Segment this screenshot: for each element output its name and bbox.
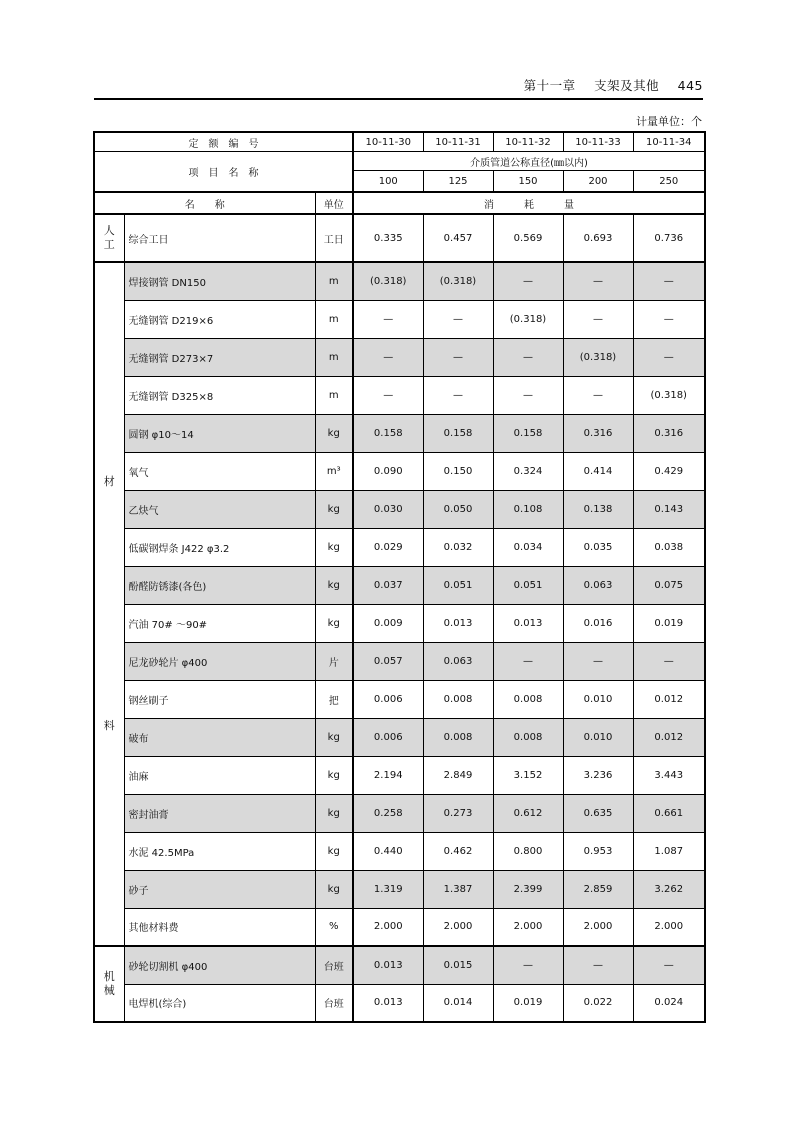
resource-name: 钢丝刷子 bbox=[124, 680, 315, 718]
consumption-value: 3.443 bbox=[633, 756, 705, 794]
resource-unit: m bbox=[315, 262, 353, 300]
consumption-value: — bbox=[493, 338, 563, 376]
consumption-value: 1.387 bbox=[423, 870, 493, 908]
consumption-value: 0.316 bbox=[563, 414, 633, 452]
resource-name: 氧气 bbox=[124, 452, 315, 490]
consumption-value: 0.019 bbox=[633, 604, 705, 642]
consumption-value: — bbox=[563, 376, 633, 414]
table-row bbox=[94, 414, 705, 452]
consumption-value: 0.736 bbox=[633, 214, 705, 262]
table-row bbox=[94, 908, 705, 946]
consumption-value: 0.108 bbox=[493, 490, 563, 528]
resource-name: 低碳钢焊条 J422 φ3.2 bbox=[124, 528, 315, 566]
category-labor bbox=[94, 214, 124, 262]
resource-name: 乙炔气 bbox=[124, 490, 315, 528]
consumption-value: — bbox=[353, 338, 423, 376]
consumption-value: 0.016 bbox=[563, 604, 633, 642]
consumption-value: 0.324 bbox=[493, 452, 563, 490]
diameter-value: 250 bbox=[633, 171, 705, 193]
category-char: 人 bbox=[103, 224, 115, 237]
resource-name: 汽油 70# ～90# bbox=[124, 604, 315, 642]
category-char: 工 bbox=[103, 238, 115, 251]
consumption-value: 0.462 bbox=[423, 832, 493, 870]
resource-name: 焊接钢管 DN150 bbox=[124, 262, 315, 300]
resource-name: 砂轮切割机 φ400 bbox=[124, 946, 315, 984]
resource-name: 电焊机(综合) bbox=[124, 984, 315, 1022]
quota-code: 10-11-34 bbox=[633, 132, 705, 152]
consumption-value: 0.024 bbox=[633, 984, 705, 1022]
consumption-value: 0.457 bbox=[423, 214, 493, 262]
consumption-value: 0.800 bbox=[493, 832, 563, 870]
consumption-value: (0.318) bbox=[353, 262, 423, 300]
consumption-value: 0.035 bbox=[563, 528, 633, 566]
consumption-value: 0.051 bbox=[423, 566, 493, 604]
consumption-value: 0.150 bbox=[423, 452, 493, 490]
consumption-value: 0.316 bbox=[633, 414, 705, 452]
consumption-value: — bbox=[633, 262, 705, 300]
consumption-value: 0.010 bbox=[563, 718, 633, 756]
consumption-value: 3.262 bbox=[633, 870, 705, 908]
consumption-value: 0.006 bbox=[353, 718, 423, 756]
consumption-value: — bbox=[423, 300, 493, 338]
resource-name: 油麻 bbox=[124, 756, 315, 794]
consumption-value: — bbox=[563, 300, 633, 338]
quota-code: 10-11-32 bbox=[493, 132, 563, 152]
consumption-value: 2.000 bbox=[633, 908, 705, 946]
consumption-value: 0.038 bbox=[633, 528, 705, 566]
unit-label: 单位 bbox=[315, 192, 353, 214]
resource-name: 综合工日 bbox=[124, 214, 315, 262]
table-row bbox=[94, 376, 705, 414]
consumption-value: 0.008 bbox=[493, 718, 563, 756]
consumption-value: 0.013 bbox=[423, 604, 493, 642]
consumption-value: 2.859 bbox=[563, 870, 633, 908]
consumption-value: 3.152 bbox=[493, 756, 563, 794]
consumption-value: (0.318) bbox=[563, 338, 633, 376]
resource-unit: m bbox=[315, 300, 353, 338]
consumption-value: 0.034 bbox=[493, 528, 563, 566]
table-row bbox=[94, 262, 705, 300]
chapter-title: 第十一章 bbox=[523, 78, 576, 93]
resource-unit: m³ bbox=[315, 452, 353, 490]
consumption-value: 0.258 bbox=[353, 794, 423, 832]
consumption-value: — bbox=[493, 946, 563, 984]
table-row bbox=[94, 604, 705, 642]
resource-unit: m bbox=[315, 338, 353, 376]
consumption-value: — bbox=[563, 642, 633, 680]
consumption-value: 0.006 bbox=[353, 680, 423, 718]
diameter-value: 100 bbox=[353, 171, 423, 193]
diameter-value: 150 bbox=[493, 171, 563, 193]
consumption-value: 0.010 bbox=[563, 680, 633, 718]
consumption-value: 0.063 bbox=[563, 566, 633, 604]
consumption-value: 2.000 bbox=[353, 908, 423, 946]
consumption-value: 0.158 bbox=[353, 414, 423, 452]
table-row bbox=[94, 214, 705, 262]
consumption-value: 0.030 bbox=[353, 490, 423, 528]
consumption-value: — bbox=[633, 642, 705, 680]
diameter-value: 125 bbox=[423, 171, 493, 193]
consumption-value: 0.009 bbox=[353, 604, 423, 642]
category-char: 机 bbox=[103, 970, 115, 983]
consumption-value: — bbox=[423, 338, 493, 376]
resource-unit: 台班 bbox=[315, 984, 353, 1022]
resource-unit: kg bbox=[315, 794, 353, 832]
category-char: 材 bbox=[103, 475, 115, 488]
consumption-value: — bbox=[563, 262, 633, 300]
consumption-value: 2.194 bbox=[353, 756, 423, 794]
table-row bbox=[94, 946, 705, 984]
table-row bbox=[94, 566, 705, 604]
consumption-value: 0.158 bbox=[423, 414, 493, 452]
consumption-value: 0.008 bbox=[423, 680, 493, 718]
consumption-value: 1.087 bbox=[633, 832, 705, 870]
resource-name: 尼龙砂轮片 φ400 bbox=[124, 642, 315, 680]
table-row bbox=[94, 300, 705, 338]
quota-code: 10-11-30 bbox=[353, 132, 423, 152]
resource-name: 密封油膏 bbox=[124, 794, 315, 832]
resource-name: 水泥 42.5MPa bbox=[124, 832, 315, 870]
consumption-value: 0.569 bbox=[493, 214, 563, 262]
category-machinery bbox=[94, 946, 124, 1022]
consumption-value: 0.057 bbox=[353, 642, 423, 680]
consumption-value: 0.014 bbox=[423, 984, 493, 1022]
table-row bbox=[94, 832, 705, 870]
table-row bbox=[94, 528, 705, 566]
diameter-label-row bbox=[94, 152, 705, 171]
consumption-value: 2.399 bbox=[493, 870, 563, 908]
quota-label: 定 额 编 号 bbox=[94, 132, 353, 152]
resource-unit: kg bbox=[315, 528, 353, 566]
consumption-value: 0.032 bbox=[423, 528, 493, 566]
resource-unit: kg bbox=[315, 566, 353, 604]
resource-name: 无缝钢管 D219×6 bbox=[124, 300, 315, 338]
page-number: 445 bbox=[677, 78, 703, 93]
quota-code-row bbox=[94, 132, 705, 152]
resource-unit: kg bbox=[315, 414, 353, 452]
consumption-value: 0.612 bbox=[493, 794, 563, 832]
consumption-value: 0.158 bbox=[493, 414, 563, 452]
consumption-value: 0.022 bbox=[563, 984, 633, 1022]
table-row bbox=[94, 870, 705, 908]
diameter-value: 200 bbox=[563, 171, 633, 193]
table-row bbox=[94, 756, 705, 794]
consumption-value: 0.693 bbox=[563, 214, 633, 262]
consumption-value: 0.013 bbox=[353, 984, 423, 1022]
consumption-value: 2.000 bbox=[563, 908, 633, 946]
resource-name: 无缝钢管 D273×7 bbox=[124, 338, 315, 376]
consumption-value: (0.318) bbox=[423, 262, 493, 300]
consumption-value: — bbox=[493, 642, 563, 680]
consumption-value: 0.429 bbox=[633, 452, 705, 490]
consumption-value: (0.318) bbox=[633, 376, 705, 414]
table-row bbox=[94, 680, 705, 718]
consumption-value: — bbox=[493, 376, 563, 414]
consumption-value: 0.015 bbox=[423, 946, 493, 984]
resource-name: 砂子 bbox=[124, 870, 315, 908]
resource-unit: 台班 bbox=[315, 946, 353, 984]
quota-code: 10-11-33 bbox=[563, 132, 633, 152]
consumption-value: 0.075 bbox=[633, 566, 705, 604]
resource-unit: % bbox=[315, 908, 353, 946]
consumption-value: 0.090 bbox=[353, 452, 423, 490]
resource-name: 无缝钢管 D325×8 bbox=[124, 376, 315, 414]
resource-name: 圆钢 φ10～14 bbox=[124, 414, 315, 452]
consumption-value: 0.051 bbox=[493, 566, 563, 604]
category-material bbox=[94, 262, 124, 946]
table-row bbox=[94, 452, 705, 490]
table-row bbox=[94, 984, 705, 1022]
section-title: 支架及其他 bbox=[594, 78, 660, 93]
consumption-value: 0.013 bbox=[493, 604, 563, 642]
consumption-value: 0.953 bbox=[563, 832, 633, 870]
resource-name: 酚醛防锈漆(各色) bbox=[124, 566, 315, 604]
quota-table-body bbox=[94, 132, 705, 1022]
consumption-value: 0.050 bbox=[423, 490, 493, 528]
consumption-value: 3.236 bbox=[563, 756, 633, 794]
consumption-value: 0.440 bbox=[353, 832, 423, 870]
consumption-label: 消 耗 量 bbox=[353, 192, 705, 214]
resource-unit: 工日 bbox=[315, 214, 353, 262]
consumption-value: — bbox=[493, 262, 563, 300]
table-row bbox=[94, 718, 705, 756]
consumption-value: — bbox=[353, 376, 423, 414]
consumption-value: 0.143 bbox=[633, 490, 705, 528]
page-header bbox=[94, 70, 703, 100]
consumption-value: 1.319 bbox=[353, 870, 423, 908]
consumption-value: — bbox=[633, 300, 705, 338]
resource-unit: 把 bbox=[315, 680, 353, 718]
name-label: 名 称 bbox=[94, 192, 315, 214]
consumption-value: 2.849 bbox=[423, 756, 493, 794]
consumption-value: 0.037 bbox=[353, 566, 423, 604]
quota-code: 10-11-31 bbox=[423, 132, 493, 152]
consumption-value: (0.318) bbox=[493, 300, 563, 338]
diameter-label: 介质管道公称直径(㎜以内) bbox=[353, 152, 705, 171]
consumption-value: 0.013 bbox=[353, 946, 423, 984]
consumption-value: 0.273 bbox=[423, 794, 493, 832]
category-char: 械 bbox=[103, 984, 115, 997]
resource-unit: kg bbox=[315, 718, 353, 756]
consumption-value: 0.008 bbox=[423, 718, 493, 756]
consumption-value: 0.029 bbox=[353, 528, 423, 566]
table-row bbox=[94, 794, 705, 832]
resource-unit: 片 bbox=[315, 642, 353, 680]
resource-unit: kg bbox=[315, 870, 353, 908]
table-row bbox=[94, 338, 705, 376]
item-label: 项 目 名 称 bbox=[94, 152, 353, 193]
consumption-value: — bbox=[633, 338, 705, 376]
consumption-value: — bbox=[633, 946, 705, 984]
consumption-value: 2.000 bbox=[493, 908, 563, 946]
consumption-value: 0.335 bbox=[353, 214, 423, 262]
resource-name: 破布 bbox=[124, 718, 315, 756]
resource-unit: kg bbox=[315, 604, 353, 642]
category-char: 料 bbox=[103, 719, 115, 732]
consumption-value: 0.635 bbox=[563, 794, 633, 832]
column-header-row bbox=[94, 192, 705, 214]
resource-unit: m bbox=[315, 376, 353, 414]
resource-name: 其他材料费 bbox=[124, 908, 315, 946]
resource-unit: kg bbox=[315, 490, 353, 528]
consumption-value: — bbox=[563, 946, 633, 984]
consumption-value: 0.063 bbox=[423, 642, 493, 680]
header-text bbox=[510, 76, 703, 94]
consumption-value: — bbox=[423, 376, 493, 414]
consumption-value: 0.008 bbox=[493, 680, 563, 718]
resource-unit: kg bbox=[315, 756, 353, 794]
consumption-value: — bbox=[353, 300, 423, 338]
consumption-value: 0.138 bbox=[563, 490, 633, 528]
consumption-value: 0.414 bbox=[563, 452, 633, 490]
table-row bbox=[94, 490, 705, 528]
consumption-value: 0.012 bbox=[633, 718, 705, 756]
consumption-value: 0.012 bbox=[633, 680, 705, 718]
unit-note: 计量单位：个 bbox=[636, 115, 702, 128]
consumption-value: 0.019 bbox=[493, 984, 563, 1022]
quota-table bbox=[93, 131, 706, 1023]
table-row bbox=[94, 642, 705, 680]
resource-unit: kg bbox=[315, 832, 353, 870]
consumption-value: 0.661 bbox=[633, 794, 705, 832]
consumption-value: 2.000 bbox=[423, 908, 493, 946]
